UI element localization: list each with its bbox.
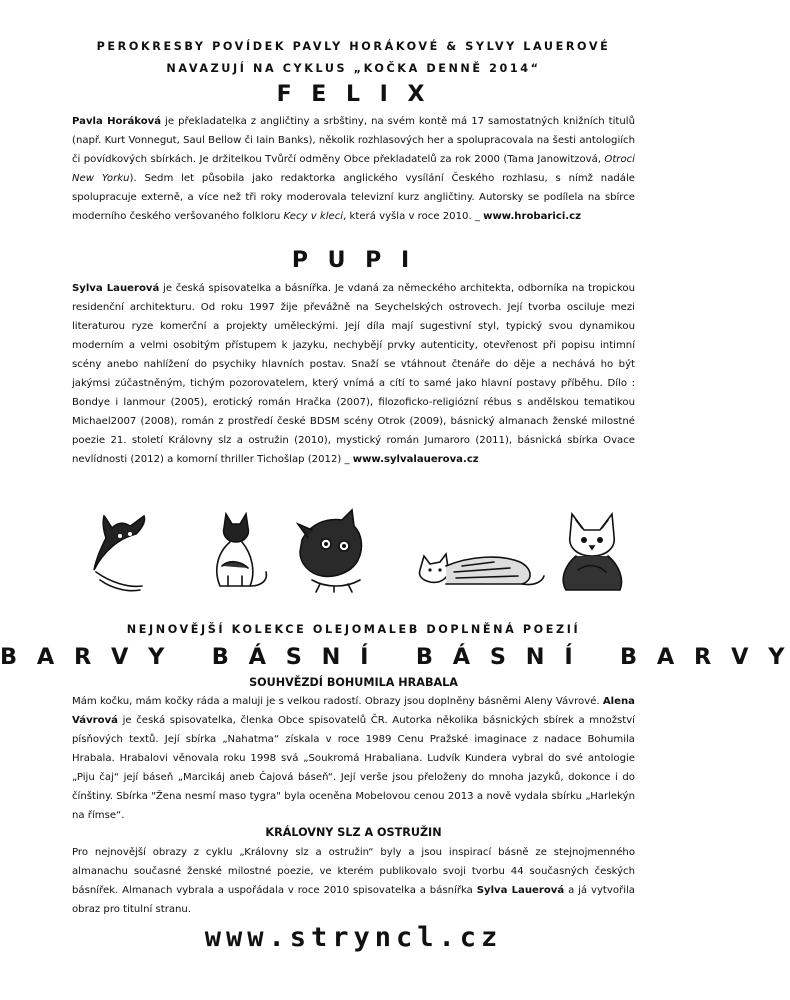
felix-book-title-2: Kecy v kleci [283, 211, 344, 222]
barvy-p1-part-b: je česká spisovatelka, členka Obce spisovatelů ČR. Autorka několika básnických sbírek a množství písňových textů. Její sbírka „Nahatma“ získala v roce 1989 Cenu Pražské imaginace z nadace Bohumila Hrabala. Hrabalovi věnovala roku 1998 svá „Soukromá Hrabaliana. Ludvík Kundera vybral do své antologie „Piju čaj“ její báseň „Marcikáj aneb Čajová báseň“. Její verše jsou přeloženy do mnoha jazyků, dokonce i do čínštiny. Sbírka "Žena nesmí maso tygra" byla oceněna Mobelovou cenou 2013 a nově vydala sbírku „Harlekýn na římse“. [72, 715, 635, 821]
cat-sketch-icon [563, 514, 621, 590]
felix-bio-part-3: , která vyšla v roce 2010. _ [343, 211, 484, 222]
author-name-alena: Alena Vávrová [72, 696, 635, 726]
website-link-hrobarici[interactable]: www.hrobarici.cz [483, 211, 581, 222]
barvy-p2-part-b: a já vytvořila obraz pro titulní stranu. [72, 885, 635, 915]
felix-bio-part-1: je překladatelka z angličtiny a srbštiny, na svém kontě má 17 samostatných knižních titulů (např. Kurt Vonnegut, Saul Bellow či Iain Banks), několik rozhlasových her a spolupracovala na šesti antologiích či povídkových sbírkách. Je držitelkou Tvůrčí odměny Obce překladatelů za rok 2000 (Tama Janowitzová, [72, 116, 635, 165]
footer-website-link[interactable]: www.stryncl.cz [204, 922, 503, 953]
cat-sketch-icon [94, 516, 145, 591]
cat-sketch-icon [217, 514, 267, 586]
header-line-1: PEROKRESBY POVÍDEK PAVLY HORÁKOVÉ & SYLVY LAUEROVÉ [96, 40, 611, 53]
website-link-sylvalauerova[interactable]: www.sylvalauerova.cz [352, 454, 479, 465]
pupi-bio: je česká spisovatelka a básnířka. Je vdaná za německého architekta, odborníka na tropickou residenční architekturu. Od roku 1997 žije převážně na Seychelských ostrovech. Její tvorba osciluje mezi literaturou ryze komerční a projekty uměleckými. Její díla mají sugestivní styl, typický svou dynamikou moderním a velmi osobitým přístupem k jazyku, nechybějí prvky autenticity, otevřenost při popisu intimní scény anebo nahlížení do psychiky hlavních postav. Snaží se vtáhnout čtenáře do děje a nechává ho být jakýmsi zúčastněným, tichým pozorovatelem, který vnímá a cítí to samé jako hlavní postavy příběhu. Dílo : Bondye i lanmour (2005), erotický román Hračka (2007), filozoficko-religiózní rébus s andělskou tematikou Michael2007 (2008), román z prostředí české BDSM scény Otrok (2009), básnický almanach ženské milostné poezie 21. století Královny slz a ostružin (2010), mystický román Jumaroro (2011), básnická sbírka Ovace nevlídnosti (2012) a komorní thriller Tichošlap (2012) _ [72, 283, 636, 465]
felix-title: F E L I X [276, 82, 431, 107]
cat-sketch-icon [419, 554, 544, 585]
felix-paragraph [72, 112, 635, 226]
barvy-p2-part-a: Pro nejnovější obrazy z cyklu „Královny slz a ostružin“ byly a jsou inspirací básně ze stejnojmenného almanachu současné ženské milostné poezie, ve kterém publikovalo svoji tvorbu 44 současných českých básnířek. Almanach vybrala a uspořádala v roce 2010 spisovatelka a básnířka [72, 847, 635, 896]
barvy-title: B A R V Y B Á S N Í B Á S N Í B A R V Y [0, 644, 790, 670]
barvy-kicker: NEJNOVĚJŠÍ KOLEKCE OLEJOMALEB DOPLNĚNÁ POEZIÍ [126, 623, 581, 636]
barvy-p1-part-a: Mám kočku, mám kočky ráda a maluji je s velkou radostí. Obrazy jsou doplněny básněmi Aleny Vávrové. [72, 696, 603, 707]
cat-illustrations [90, 510, 630, 592]
author-name-sylva: Sylva Lauerová [72, 283, 160, 294]
author-name-pavla: Pavla Horáková [72, 116, 162, 127]
cat-sketch-icon [298, 510, 361, 592]
subtitle-kralovny: KRÁLOVNY SLZ A OSTRUŽIN [265, 826, 442, 839]
subtitle-souhvezdi: SOUHVĚZDÍ BOHUMILA HRABALA [249, 676, 458, 689]
author-name-sylva-2: Sylva Lauerová [476, 885, 565, 896]
header-line-2: NAVAZUJÍ NA CYKLUS „KOČKA DENNĚ 2014“ [166, 62, 541, 75]
barvy-paragraph-2 [72, 843, 635, 919]
pupi-paragraph [72, 279, 635, 469]
felix-book-title: Otroci New Yorku [72, 154, 635, 184]
pupi-title: P U P I [291, 248, 416, 273]
felix-bio-part-2: ). Sedm let působila jako redaktorka anglického vysílání Českého rozhlasu, s nímž nadále spolupracuje externě, a více než tři roky moderovala televizní kurz angličtiny. Autorsky se podílela na sbírce moderního českého veršovaného folkloru [72, 173, 635, 222]
barvy-paragraph-1 [72, 692, 635, 825]
